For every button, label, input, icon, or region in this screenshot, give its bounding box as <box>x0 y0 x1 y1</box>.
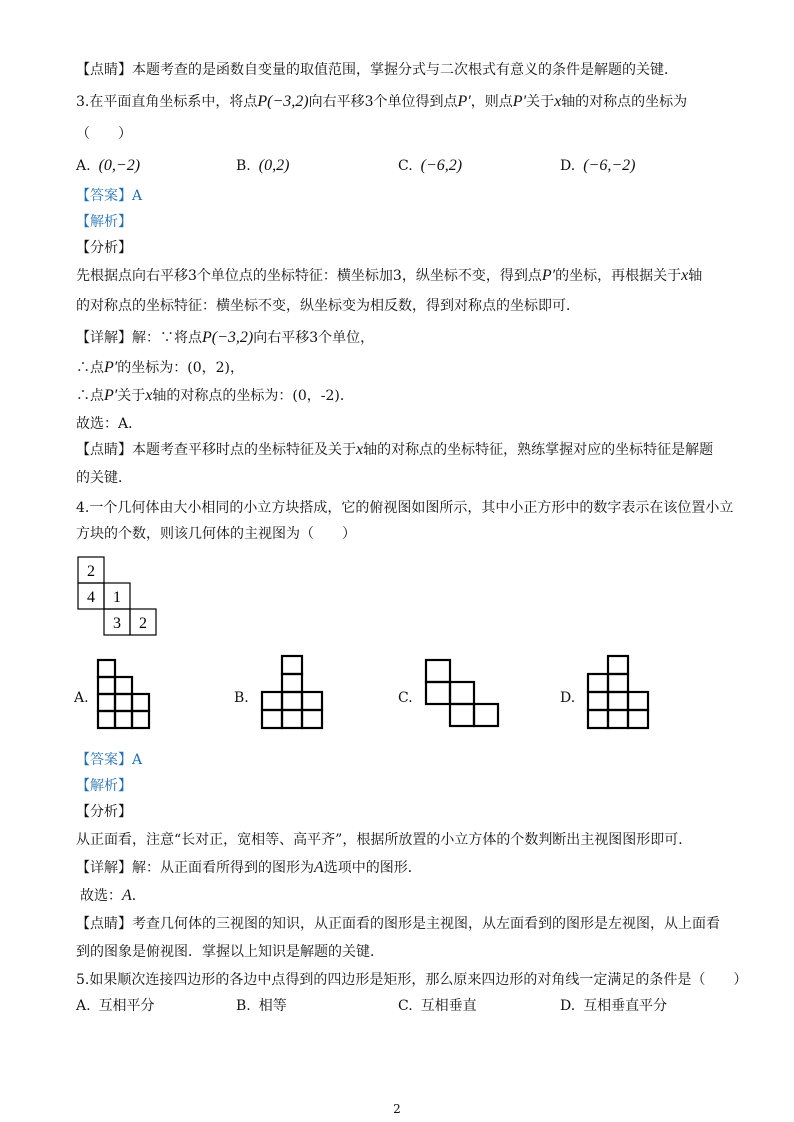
q3-point: P(−3,2) <box>257 93 309 110</box>
q3-detail: 【详解】解：∵将点P(−3,2)向右平移3个单位， <box>76 329 375 346</box>
q3-explain-2: 的对称点的坐标特征：横坐标不变，纵坐标变为相反数，得到对称点的坐标即可． <box>76 298 580 314</box>
q3-option-a[interactable]: A. (0,−2) <box>76 157 141 174</box>
grid-number: 3 <box>113 615 121 632</box>
previous-note: 【点睛】本题考查的是函数自变量的取值范围，掌握分式与二次根式有意义的条件是解题的关键． <box>76 62 678 78</box>
q4-choose: 故选：A． <box>80 887 146 904</box>
q3-answer: 【答案】A <box>76 188 143 204</box>
q5-option-c[interactable]: C. 互相垂直 <box>398 998 477 1014</box>
q4-option-a-figure[interactable] <box>98 660 154 730</box>
q3-fenxi-tag: 【分析】 <box>76 240 132 256</box>
q3-option-b[interactable]: B. (0,2) <box>236 157 290 174</box>
grid-number: 4 <box>87 589 95 606</box>
q5-stem: 5.如果顺次连接四边形的各边中点得到的四边形是矩形，那么原来四边形的对角线一定满足的条件是（ ） <box>76 972 748 988</box>
q3-step-1: ∴点P′的坐标为：(0，2)， <box>76 359 245 376</box>
q4-option-d-figure[interactable] <box>588 656 650 732</box>
q4-analysis-tag: 【解析】 <box>76 778 132 794</box>
q3-analysis-tag: 【解析】 <box>76 214 132 230</box>
q5-option-b[interactable]: B. 相等 <box>236 998 287 1014</box>
q4-explain: 从正面看，注意“长对正，宽相等、高平齐”，根据所放置的小立方体的个数判断出主视图图形即可． <box>76 832 693 848</box>
q4-answer: 【答案】A <box>76 752 143 768</box>
q5-option-d[interactable]: D. 互相垂直平分 <box>560 998 668 1014</box>
q4-option-b-label[interactable]: B. <box>234 690 249 706</box>
q4-note-1: 【点睛】考查几何体的三视图的知识，从正面看的图形是主视图，从左面看到的图形是左视图，从上面看 <box>76 916 720 932</box>
q4-option-c-label[interactable]: C. <box>398 690 413 706</box>
page-number: 2 <box>393 1102 401 1116</box>
q4-fenxi-tag: 【分析】 <box>76 804 132 820</box>
q5-option-a[interactable]: A. 互相平分 <box>76 998 155 1014</box>
q3-option-d[interactable]: D. (−6,−2) <box>560 157 636 174</box>
q4-top-view-grid <box>78 557 160 637</box>
grid-number: 2 <box>87 563 95 580</box>
q3-stem: 3.在平面直角坐标系中，将点P(−3,2)向右平移3个单位得到点P′，则点P′关于x轴的对称点的坐标为 <box>76 93 688 110</box>
q4-option-b-figure[interactable] <box>262 656 324 732</box>
q4-stem-2: 方块的个数，则该几何体的主视图为（ ） <box>76 526 356 542</box>
q3-choose: 故选：A． <box>76 416 143 432</box>
q4-option-a-label[interactable]: A. <box>74 690 89 706</box>
q3-explain-1: 先根据点向右平移3个单位点的坐标特征：横坐标加3，纵坐标不变，得到点P′的坐标，再根据关于x轴 <box>76 267 703 284</box>
q4-stem-1: 4.一个几何体由大小相同的小立方块搭成，它的俯视图如图所示，其中小正方形中的数字表示在该位置小立 <box>76 500 734 516</box>
grid-number: 2 <box>139 615 147 632</box>
q4-option-d-label[interactable]: D. <box>560 690 576 706</box>
q3-step-2: ∴点P′关于x轴的对称点的坐标为：(0，-2)． <box>76 387 354 404</box>
q3-note-1: 【点睛】本题考查平移时点的坐标特征及关于x轴的对称点的坐标特征，熟练掌握对应的坐标特征是解题 <box>76 441 714 458</box>
q4-note-2: 到的图象是俯视图．掌握以上知识是解题的关键． <box>76 944 384 960</box>
grid-number: 1 <box>113 589 121 606</box>
q4-detail: 【详解】解：从正面看所得到的图形为A选项中的图形． <box>76 859 422 876</box>
q3-note-2: 的关键． <box>76 470 132 486</box>
q3-option-c[interactable]: C. (−6,2) <box>398 157 463 174</box>
q3-blank: （ ） <box>76 126 132 142</box>
q4-option-c-figure[interactable] <box>426 660 500 734</box>
